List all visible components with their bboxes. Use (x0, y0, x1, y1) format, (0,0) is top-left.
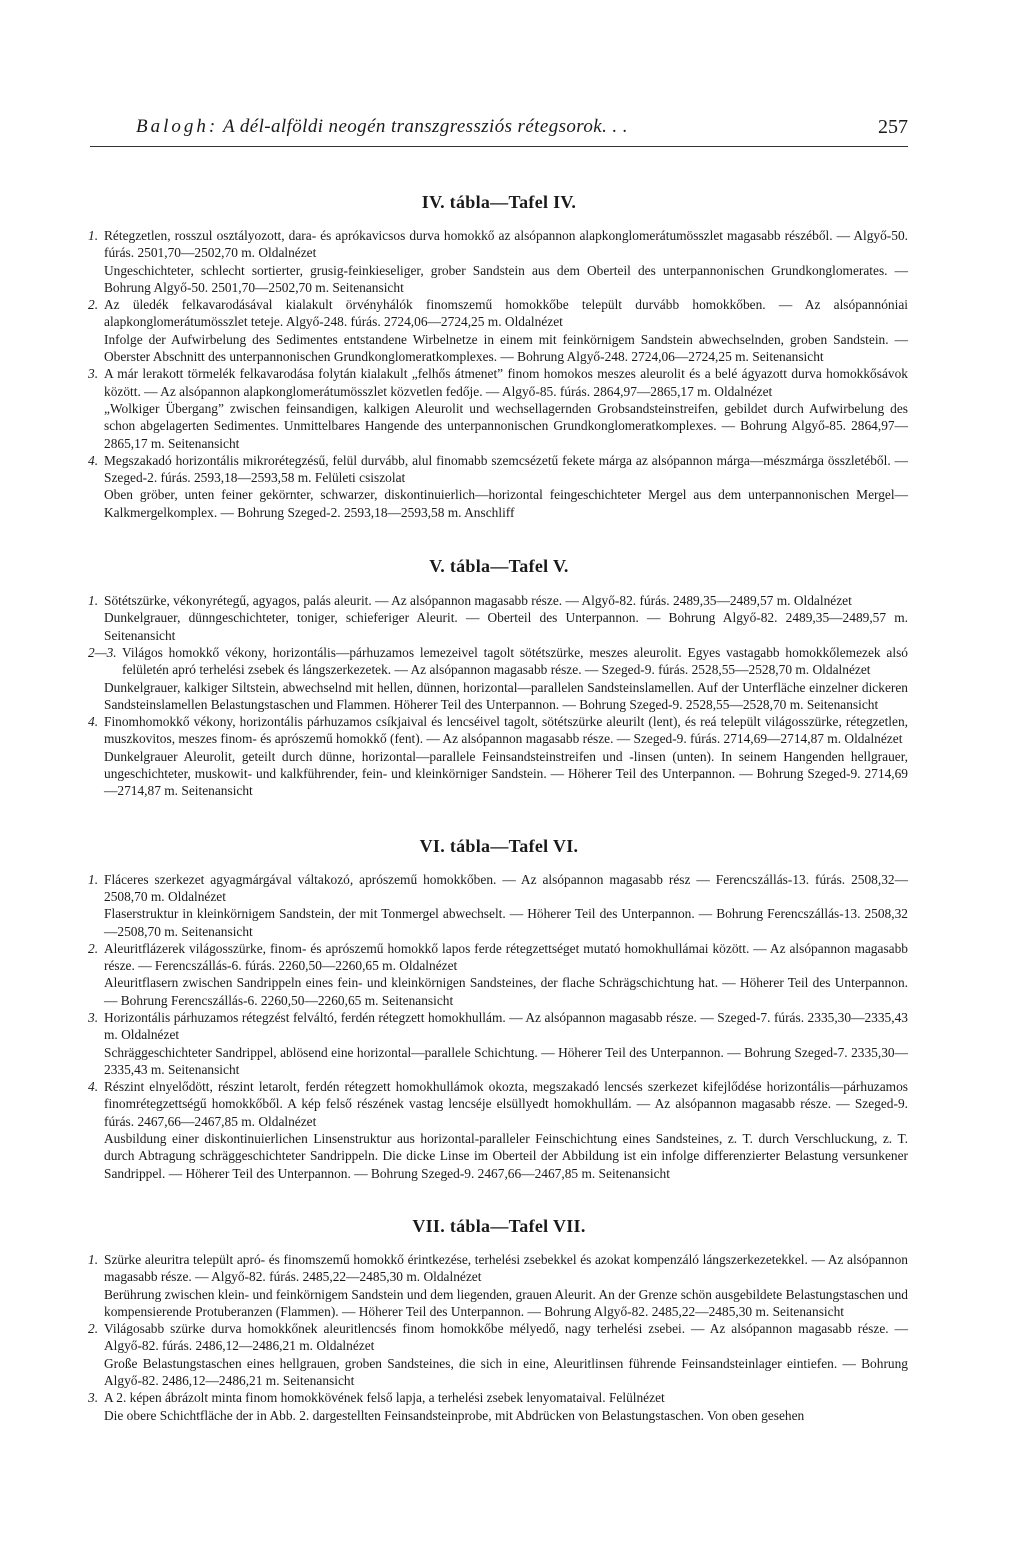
caption-item (90, 1389, 908, 1424)
plate-title: VI. tábla—Tafel VI. (419, 835, 579, 856)
article-title: A dél-alföldi neogén transzgressziós rétegsorok. . . (223, 116, 628, 137)
page-number: 257 (878, 116, 908, 138)
caption-hungarian: Szürke aleuritra települt apró- és finomszemű homokkő érintkezése, terhelési zsebekkel és azokat kompenzáló lángszerkezetekkel. — Az alsópannon magasabb része. — Algyő-82. fúrás. 2485,22—2485,30 m. Oldalnézet (104, 1251, 908, 1285)
caption-number: 1. (88, 228, 99, 243)
caption-german: Ungeschichteter, schlecht sortierter, grusig-feinkieseliger, grober Sandstein aus dem Oberteil des unterpannonischen Grundkonglomerates. — Bohrung Algyő-50. 2501,70—2502,70 m. Seitenansicht (104, 262, 908, 295)
caption-item (90, 871, 908, 940)
caption-german: Berührung zwischen klein- und feinkörnigem Sandstein und dem liegenden, grauen Aleurit. An der Grenze schön ausgebildete Belastungstaschen und kompensierende Protuberanzen (Flammen). — Höherer Teil des Unterpannon. — Bohrung Algyő-82. 2485,22—2485,30 m. Seitenansicht (104, 1286, 908, 1319)
caption-german: Große Belastungstaschen eines hellgrauen, groben Sandsteines, die sich in eine, Aleuritlinsen führende Feinsandsteinlager eintiefen. — Bohrung Algyő-82. 2486,12—2486,21 m. Seitenansicht (104, 1355, 908, 1389)
caption-hungarian: Az üledék felkavarodásával kialakult örvényhálók finomszemű homokkőbe települt durvább homokkőben. — Az alsópannóniai alapkonglomerátumösszlet teteje. Algyő-248. fúrás. 2724,06—2724,25 m. Oldalnézet (104, 297, 908, 330)
caption-item (90, 296, 908, 365)
caption-german: Infolge der Aufwirbelung des Sedimentes entstandene Wirbelnetze in einem mit feinkörnigem Sandstein abwechselnden, groben Sandstein. — Oberster Abschnitt des unterpannonischen Grundkonglomeratkomplexes. — Bohrung Algyő-248. 2724,06—2724,25 m. Seitenansicht (104, 331, 908, 365)
plate-section (90, 555, 908, 800)
caption-item (90, 452, 908, 521)
caption-number: 4. (88, 452, 99, 468)
caption-number: 1. (88, 1251, 99, 1267)
caption-german: Dunkelgrauer Aleurolit, geteilt durch dünne, horizontal—parallele Feinsandsteinstreifen und -linsen (unten). In seinem Hangenden hellgrauer, ungeschichteter, muskowit- und kalkführender, fein- und kleinkörniger Sandstein. — Höherer Teil des Unterpannon. — Bohrung Szeged-9. 2714,69—2714,87 m. Seitenansicht (104, 748, 908, 799)
caption-number: 2. (88, 297, 99, 313)
caption-hungarian: A 2. képen ábrázolt minta finom homokkövének felső lapja, a terhelési zsebek lenyomataival. Felülnézet (104, 1390, 665, 1406)
author-name: Balogh: (136, 116, 219, 137)
caption-german: „Wolkiger Übergang” zwischen feinsandigen, kalkigen Aleurolit und wechsellagernden Grobsandsteinstreifen, gebildet durch Aufwirbelung des schon abgelagerten Sedimentes. Unmittelbares Hangende des unterpannonischen Grundkonglomeratkomplexes. — Bohrung Algyő-85. 2864,97—2865,17 m. Seitenansicht (104, 400, 908, 451)
caption-number: 3. (88, 366, 99, 382)
caption-item (90, 940, 908, 1009)
caption-item (90, 365, 908, 451)
caption-hungarian: Horizontális párhuzamos rétegzést felváltó, ferdén rétegzett homokhullám. — Az alsópannon magasabb része. — Szeged-7. fúrás. 2335,30—2335,43 m. Oldalnézet (104, 1009, 908, 1043)
caption-number: 1. (88, 593, 99, 609)
caption-number: 2—3. (88, 644, 117, 660)
caption-german: Aleuritflasern zwischen Sandrippeln eines fein- und kleinkörnigen Sandsteines, der flache Schrägschichtung hat. — Höherer Teil des Unterpannon. — Bohrung Ferencszállás-6. 2260,50—2260,65 m. Seitenansicht (104, 975, 908, 1008)
caption-german: Dunkelgrauer, kalkiger Siltstein, abwechselnd mit hellen, dünnen, horizontal—parallelen Sandsteinslamellen. Auf der Unterfläche einzelner dickeren Sandsteinslamellen Belastungstaschen und Flammen. Höherer Teil des Unterpannon. — Bohrung Szeged-9. 2528,55—2528,70 m. Seitenansicht (104, 679, 908, 712)
running-header (90, 116, 908, 147)
page (90, 116, 908, 1424)
caption-hungarian: Aleuritflázerek világosszürke, finom- és aprószemű homokkő lapos ferde rétegzettséget mutató homokhullámai között. — Az alsópannon magasabb része. — Ferencszállás-6. fúrás. 2260,50—2260,65 m. Oldalnézet (104, 940, 908, 974)
caption-german: Schräggeschichteter Sandrippel, ablösend eine horizontal—parallele Schichtung. — Höherer Teil des Unterpannon. — Bohrung Szeged-7. 2335,30—2335,43 m. Seitenansicht (104, 1044, 908, 1077)
caption-number: 2. (88, 1321, 99, 1337)
caption-hungarian: A már lerakott törmelék felkavarodása folytán kialakult „felhős átmenet” finom homokos meszes aleurolit és a belé ágyazott durva homokkősávok között. — Az alsópannon alapkonglomerátumösszlet közvetlen fedője. — Algyő-85. fúrás. 2864,97—2865,17 m. Oldalnézet (104, 366, 908, 399)
caption-item (90, 713, 908, 799)
caption-number: 3. (88, 1009, 99, 1025)
plate-section (90, 191, 908, 521)
plate-title: V. tábla—Tafel V. (429, 556, 569, 577)
caption-german: Ausbildung einer diskontinuierlichen Linsenstruktur aus horizontal-paralleler Feinschichtung eines Sandsteines, z. T. durch Verschluckung, z. T. durch Abtragung schräggeschichteter Sandrippeln. Die dicke Linse im Oberteil der Abbildung ist ein infolge differenzierter Belastung versunkener Sandrippel. — Höherer Teil des Unterpannon. — Bohrung Szeged-9. 2467,66—2467,85 m. Seitenansicht (104, 1131, 908, 1181)
plate-section (90, 835, 908, 1182)
caption-hungarian: Rétegzetlen, rosszul osztályozott, dara- és aprókavicsos durva homokkő az alsópannon alapkonglomerátumösszlet magasabb részéből. — Algyő-50. fúrás. 2501,70—2502,70 m. Oldalnézet (104, 228, 908, 261)
caption-german: Flaserstruktur in kleinkörnigem Sandstein, der mit Tonmergel abwechselt. — Höherer Teil des Unterpannon. — Bohrung Ferencszállás-13. 2508,32—2508,70 m. Seitenansicht (104, 906, 908, 939)
caption-hungarian: Finomhomokkő vékony, horizontális párhuzamos csíkjaival és lencséivel tagolt, sötétszürke aleurilt (lent), és reá települt világosszürke, rétegzetlen, muszkovitos, meszes finom- és aprószemű homokkő (fent). — Az alsópannon magasabb része. — Szeged-9. fúrás. 2714,69—2714,87 m. Oldalnézet (104, 714, 908, 747)
plate-section (90, 1215, 908, 1424)
caption-item (90, 1320, 908, 1389)
caption-hungarian: Részint elnyelődött, részint letarolt, ferdén rétegzett homokhullámok okozta, megszakadó lencsés szerkezet kifejlődése horizontális—párhuzamos finomrétegzettségű homokkőből. A kép felső részének vastag lencséje elsüllyedt homokhullám. — Az alsópannon magasabb része. — Szeged-9. fúrás. 2467,66—2467,85 m. Oldalnézet (104, 1079, 908, 1129)
caption-hungarian: Megszakadó horizontális mikrorétegzésű, felül durvább, alul finomabb szemcsézetű fekete márga az alsópannon márga—mészmárga összletéből. — Szeged-2. fúrás. 2593,18—2593,58 m. Felületi csiszolat (104, 452, 908, 486)
caption-number: 4. (88, 1079, 99, 1095)
caption-hungarian: Fláceres szerkezet agyagmárgával váltakozó, aprószemű homokkőben. — Az alsópannon magasabb rész — Ferencszállás-13. fúrás. 2508,32—2508,70 m. Oldalnézet (104, 871, 908, 904)
caption-item (90, 644, 908, 713)
caption-hungarian: Sötétszürke, vékonyrétegű, agyagos, palás aleurit. — Az alsópannon magasabb része. — Algyő-82. fúrás. 2489,35—2489,57 m. Oldalnézet (104, 593, 852, 609)
caption-hungarian: Világos homokkő vékony, horizontális—párhuzamos lemezeivel tagolt sötétszürke, meszes aleurolit. Egyes vastagabb homokkőlemezek alsó felületén apró terhelési zsebek és lángszerkezetek. — Az alsópannon magasabb része. — Szeged-9. fúrás. 2528,55—2528,70 m. Oldalnézet (122, 644, 908, 678)
caption-item (90, 1251, 908, 1320)
caption-german: Die obere Schichtfläche der in Abb. 2. dargestellten Feinsandsteinprobe, mit Abdrücken von Belastungstaschen. Von oben gesehen (104, 1407, 805, 1423)
caption-number: 3. (88, 1390, 99, 1406)
caption-number: 4. (88, 714, 99, 730)
running-title (136, 116, 628, 138)
plate-title: VII. tábla—Tafel VII. (412, 1215, 586, 1236)
caption-number: 1. (88, 871, 99, 887)
caption-hungarian: Világosabb szürke durva homokkőnek aleuritlencsés finom homokkőbe mélyedő, nagy terhelési zsebei. — Az alsópannon magasabb része. — Algyő-82. fúrás. 2486,12—2486,21 m. Oldalnézet (104, 1321, 908, 1354)
caption-german: Dunkelgrauer, dünngeschichteter, toniger, schieferiger Aleurit. — Oberteil des Unterpannon. — Bohrung Algyő-82. 2489,35—2489,57 m. Seitenansicht (104, 610, 908, 643)
caption-german: Oben gröber, unten feiner gekörnter, schwarzer, diskontinuierlich—horizontal feingeschichteter Mergel aus dem unterpannonischen Mergel—Kalkmergelkomplex. — Bohrung Szeged-2. 2593,18—2593,58 m. Anschliff (104, 487, 908, 520)
caption-item (90, 592, 908, 644)
caption-item (90, 1078, 908, 1182)
plate-title: IV. tábla—Tafel IV. (421, 192, 577, 212)
caption-item (90, 1009, 908, 1078)
caption-number: 2. (88, 940, 99, 956)
caption-item (90, 227, 908, 296)
